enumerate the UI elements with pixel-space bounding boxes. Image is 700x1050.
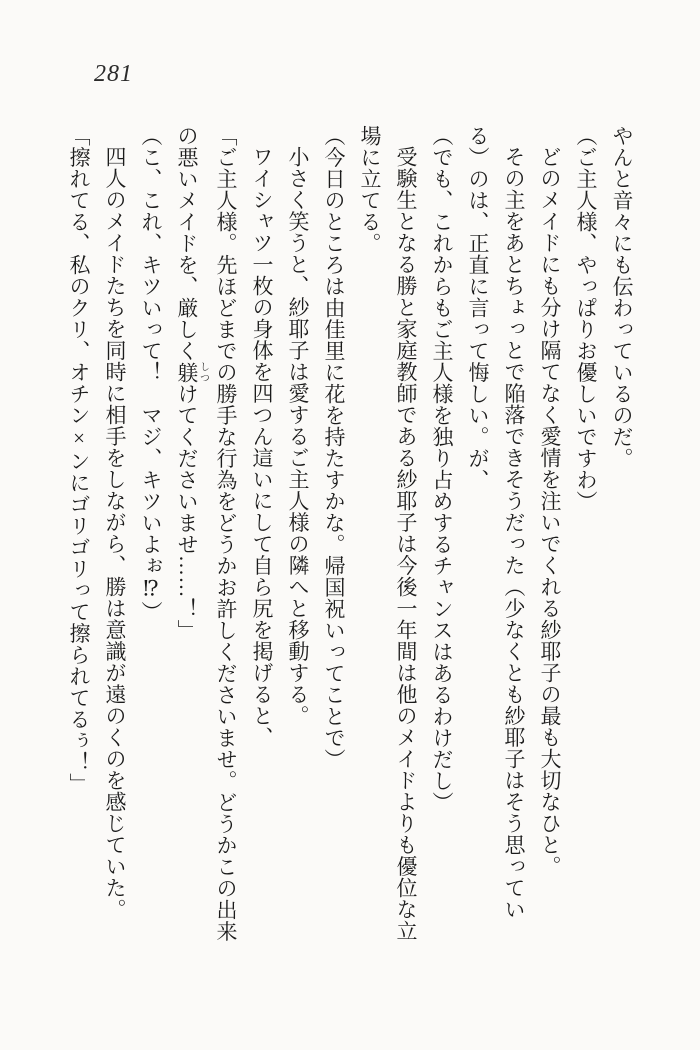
text-column-line: ワイシャツ一枚の身体を四つん這いにして自ら尻を掲げると、 bbox=[250, 146, 274, 748]
page-text-vertical bbox=[61, 125, 640, 947]
text-column-line: （ご主人様、やっぱりお優しいですわ） bbox=[574, 125, 598, 512]
text-column-line: 場に立てる。 bbox=[358, 125, 382, 254]
text-column-line: る）のは、正直に言って悔しい。が、 bbox=[466, 125, 490, 491]
text-column-line: 「擦れてる、私のクリ、オチン×ンにゴリゴリって擦られてるぅ！」 bbox=[67, 125, 91, 795]
text-column-line: どのメイドにも分け隔てなく愛情を注いでくれる紗耶子の最も大切なひと。 bbox=[538, 146, 562, 877]
page-number: 281 bbox=[94, 61, 133, 87]
text-column-line: 受験生となる勝と家庭教師である紗耶子は今後一年間は他のメイドよりも優位な立 bbox=[394, 146, 418, 942]
text-column-line: （でも、これからもご主人様を独り占めするチャンスはあるわけだし） bbox=[430, 125, 454, 813]
furigana-ruby: 躾しつ bbox=[175, 361, 209, 383]
text-column-line: 「ご主人様。先ほどまでの勝手な行為をどうかお許しくださいませ。どうかこの出来 bbox=[214, 125, 238, 942]
text-column-line: の悪いメイドを、厳しく躾しつけてくださいませ……！」 bbox=[175, 125, 209, 641]
text-column-line: （今日のところは由佳里に花を持たすかな。帰国祝いってことで） bbox=[322, 125, 346, 770]
text-column-line: やんと音々にも伝わっているのだ。 bbox=[610, 125, 634, 469]
text-column-line: 小さく笑うと、紗耶子は愛するご主人様の隣へと移動する。 bbox=[286, 146, 310, 727]
text-column-line: （こ、これ、キツいって！ マジ、キツいよぉ⁉） bbox=[139, 125, 163, 623]
text-column-line: 四人のメイドたちを同時に相手をしながら、勝は意識が遠のくのを感じていた。 bbox=[103, 146, 127, 920]
text-column-line: その主をあとちょっとで陥落できそうだった（少なくとも紗耶子はそう思ってい bbox=[502, 146, 526, 920]
